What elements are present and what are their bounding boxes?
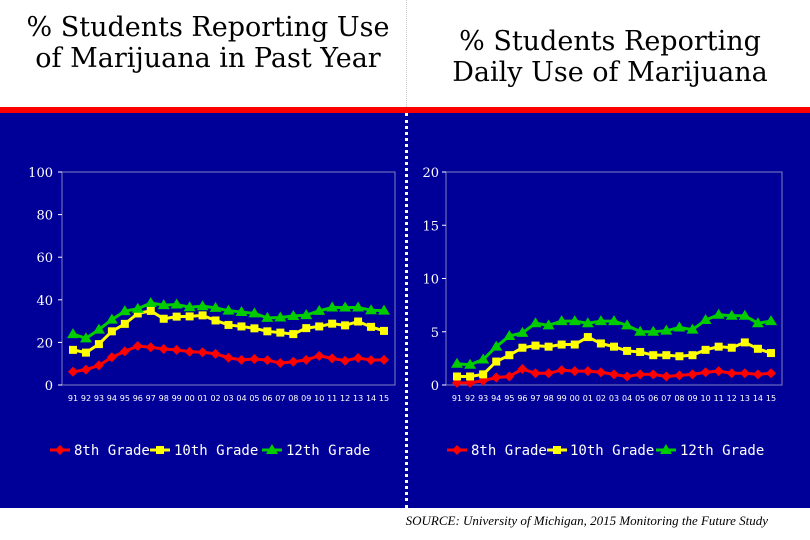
data-point-right-1	[662, 351, 670, 359]
data-point-left-1	[121, 320, 129, 328]
data-point-right-1	[479, 370, 487, 378]
x-tick-label-right: 94	[491, 394, 502, 403]
x-tick-label-right: 10	[700, 394, 711, 403]
x-tick-label-right: 02	[595, 394, 607, 403]
x-tick-label-left: 93	[93, 394, 105, 403]
y-tick-label-right: 20	[422, 166, 439, 181]
data-point-left-1	[315, 322, 323, 330]
data-point-left-0	[379, 355, 389, 365]
x-tick-label-right: 14	[752, 394, 764, 403]
x-tick-label-right: 01	[582, 394, 593, 403]
x-tick-label-right: 93	[478, 394, 489, 403]
data-point-right-0	[622, 371, 632, 381]
data-point-left-1	[199, 311, 207, 319]
y-tick-label-left: 100	[28, 166, 53, 181]
x-tick-label-right: 91	[451, 394, 463, 403]
data-point-right-1	[754, 345, 762, 353]
x-tick-label-right: 04	[621, 394, 633, 403]
x-tick-label-left: 03	[223, 394, 234, 403]
x-tick-label-right: 15	[765, 394, 777, 403]
x-tick-label-left: 07	[275, 394, 286, 403]
data-point-left-0	[236, 355, 246, 365]
data-point-left-1	[263, 327, 271, 335]
data-point-left-1	[328, 320, 336, 328]
x-tick-label-right: 97	[530, 394, 541, 403]
x-tick-label-left: 05	[249, 394, 260, 403]
data-point-right-1	[741, 338, 749, 346]
data-point-left-0	[314, 351, 324, 361]
data-point-left-0	[353, 353, 363, 363]
data-point-right-1	[689, 351, 697, 359]
data-point-right-0	[635, 369, 645, 379]
data-point-right-0	[753, 369, 763, 379]
x-tick-label-left: 95	[119, 394, 130, 403]
data-point-left-0	[288, 357, 298, 367]
data-point-left-0	[146, 342, 156, 352]
data-point-right-1	[597, 339, 605, 347]
y-tick-label-left: 80	[36, 208, 53, 224]
data-point-right-2	[673, 321, 685, 331]
x-tick-label-right: 11	[713, 394, 724, 403]
data-point-left-0	[133, 341, 143, 351]
x-tick-label-right: 98	[543, 394, 554, 403]
x-tick-label-right: 06	[648, 394, 659, 403]
data-point-right-0	[596, 367, 606, 377]
chart-title-right: % Students Reporting Daily Use of Marijuana	[452, 26, 768, 88]
data-point-right-1	[715, 343, 723, 351]
data-point-right-0	[557, 365, 567, 375]
data-point-right-0	[544, 368, 554, 378]
data-point-left-0	[81, 365, 91, 375]
x-tick-label-left: 04	[236, 394, 247, 403]
data-point-left-2	[67, 328, 79, 338]
y-tick-label-right: 5	[430, 325, 439, 341]
y-tick-label-left: 0	[44, 379, 53, 394]
y-tick-label-left: 40	[36, 293, 53, 309]
data-point-left-0	[262, 355, 272, 365]
data-point-right-1	[623, 347, 631, 355]
data-point-right-2	[765, 315, 777, 325]
data-point-right-1	[728, 344, 736, 352]
x-tick-label-left: 15	[378, 394, 390, 403]
legend-label-right-0: 8th Grade	[471, 443, 547, 459]
data-point-right-0	[491, 373, 501, 383]
daily-use-chart	[405, 113, 810, 508]
x-tick-label-left: 01	[197, 394, 208, 403]
data-point-right-1	[649, 351, 657, 359]
data-point-right-1	[532, 342, 540, 350]
source-text: SOURCE: University of Michigan, 2015 Monitoring the Future Study	[405, 513, 768, 528]
x-tick-label-right: 92	[464, 394, 476, 403]
data-point-right-0	[648, 369, 658, 379]
legend-label-left-1: 10th Grade	[174, 443, 259, 459]
x-tick-label-right: 96	[517, 394, 528, 403]
legend-marker-left-1	[156, 446, 164, 454]
data-point-right-0	[727, 368, 737, 378]
x-tick-label-right: 12	[726, 394, 737, 403]
x-tick-label-left: 91	[67, 394, 79, 403]
data-point-left-0	[198, 347, 208, 357]
data-point-right-1	[492, 358, 500, 366]
x-tick-label-left: 02	[210, 394, 221, 403]
legend-marker-right-1	[553, 446, 561, 454]
legend-label-right-1: 10th Grade	[570, 443, 655, 459]
data-point-right-1	[584, 333, 592, 341]
data-point-left-1	[276, 329, 284, 337]
x-tick-label-right: 00	[569, 394, 580, 403]
data-point-left-0	[249, 354, 259, 364]
data-point-left-1	[95, 340, 103, 348]
x-tick-label-left: 10	[314, 394, 325, 403]
data-point-left-1	[341, 321, 349, 329]
data-point-left-0	[327, 353, 337, 363]
data-point-right-1	[636, 348, 644, 356]
x-tick-label-left: 92	[80, 394, 92, 403]
data-point-left-0	[275, 358, 285, 368]
x-tick-label-right: 99	[556, 394, 567, 403]
data-point-right-0	[531, 368, 541, 378]
x-tick-label-right: 09	[687, 394, 698, 403]
legend-label-left-0: 8th Grade	[74, 443, 150, 459]
header-divider	[406, 0, 407, 107]
data-point-left-1	[380, 327, 388, 335]
legend-marker-left-0	[55, 445, 65, 455]
data-point-left-1	[173, 313, 181, 321]
x-tick-label-left: 00	[184, 394, 195, 403]
data-point-right-1	[545, 343, 553, 351]
x-tick-label-right: 05	[635, 394, 646, 403]
series-line-left-1	[73, 311, 384, 353]
data-point-left-1	[289, 330, 297, 338]
data-point-left-1	[225, 321, 233, 329]
data-point-right-1	[675, 352, 683, 360]
data-point-left-1	[69, 346, 77, 354]
y-tick-label-left: 60	[36, 251, 53, 267]
x-tick-label-left: 97	[145, 394, 156, 403]
panel-divider	[405, 113, 408, 508]
data-point-right-0	[714, 366, 724, 376]
data-point-right-1	[505, 351, 513, 359]
data-point-left-0	[68, 367, 78, 377]
x-tick-label-left: 08	[288, 394, 299, 403]
data-point-right-0	[661, 371, 671, 381]
legend-label-left-2: 12th Grade	[286, 443, 371, 459]
x-tick-label-left: 06	[262, 394, 273, 403]
data-point-left-0	[159, 344, 169, 354]
x-tick-label-left: 98	[158, 394, 169, 403]
chart-title-left: % Students Reporting Use of Marijuana in Past Year	[26, 12, 390, 74]
plot-area-right	[446, 172, 782, 385]
data-point-right-0	[570, 366, 580, 376]
x-tick-label-right: 08	[674, 394, 685, 403]
y-tick-label-right: 15	[422, 219, 439, 235]
data-point-left-1	[354, 318, 362, 326]
header	[0, 0, 810, 107]
x-tick-label-left: 14	[365, 394, 377, 403]
data-point-left-1	[147, 307, 155, 315]
x-tick-label-left: 11	[327, 394, 338, 403]
x-tick-label-left: 96	[132, 394, 143, 403]
data-point-left-0	[185, 347, 195, 357]
x-tick-label-left: 09	[301, 394, 312, 403]
data-point-left-1	[186, 312, 194, 320]
data-point-right-0	[688, 369, 698, 379]
x-tick-label-left: 12	[340, 394, 351, 403]
legend-marker-right-0	[452, 445, 462, 455]
data-point-right-0	[674, 370, 684, 380]
data-point-left-0	[211, 349, 221, 359]
x-tick-label-right: 07	[661, 394, 672, 403]
data-point-left-0	[120, 346, 130, 356]
data-point-right-2	[530, 317, 542, 327]
x-tick-label-left: 94	[106, 394, 117, 403]
x-tick-label-left: 13	[352, 394, 364, 403]
data-point-left-0	[172, 345, 182, 355]
data-point-right-1	[610, 343, 618, 351]
data-point-left-1	[108, 327, 116, 335]
data-point-right-0	[766, 368, 776, 378]
data-point-left-1	[250, 324, 258, 332]
y-tick-label-left: 20	[36, 336, 53, 352]
source-footer	[0, 508, 810, 540]
data-point-right-0	[583, 366, 593, 376]
y-tick-label-right: 0	[430, 379, 439, 394]
x-tick-label-right: 03	[608, 394, 620, 403]
data-point-left-1	[302, 324, 310, 332]
data-point-left-0	[224, 353, 234, 363]
legend-label-right-2: 12th Grade	[680, 443, 765, 459]
data-point-right-1	[466, 372, 474, 380]
data-point-left-0	[301, 355, 311, 365]
x-tick-label-right: 95	[504, 394, 515, 403]
x-tick-label-left: 99	[171, 394, 182, 403]
x-tick-label-right: 13	[739, 394, 750, 403]
data-point-right-1	[558, 341, 566, 349]
data-point-left-0	[366, 355, 376, 365]
y-tick-label-right: 10	[422, 272, 439, 288]
data-point-left-1	[212, 316, 220, 324]
data-point-right-0	[740, 368, 750, 378]
data-point-right-1	[767, 349, 775, 357]
data-point-right-1	[518, 344, 526, 352]
data-point-right-1	[453, 372, 461, 380]
data-point-right-0	[701, 367, 711, 377]
past-year-use-chart	[0, 113, 405, 508]
data-point-left-1	[160, 315, 168, 323]
data-point-left-1	[237, 322, 245, 330]
data-point-left-0	[340, 356, 350, 366]
data-point-right-1	[571, 341, 579, 349]
data-point-left-1	[82, 349, 90, 357]
data-point-right-0	[609, 369, 619, 379]
data-point-left-1	[367, 323, 375, 331]
data-point-left-2	[145, 297, 157, 307]
data-point-right-1	[702, 346, 710, 354]
